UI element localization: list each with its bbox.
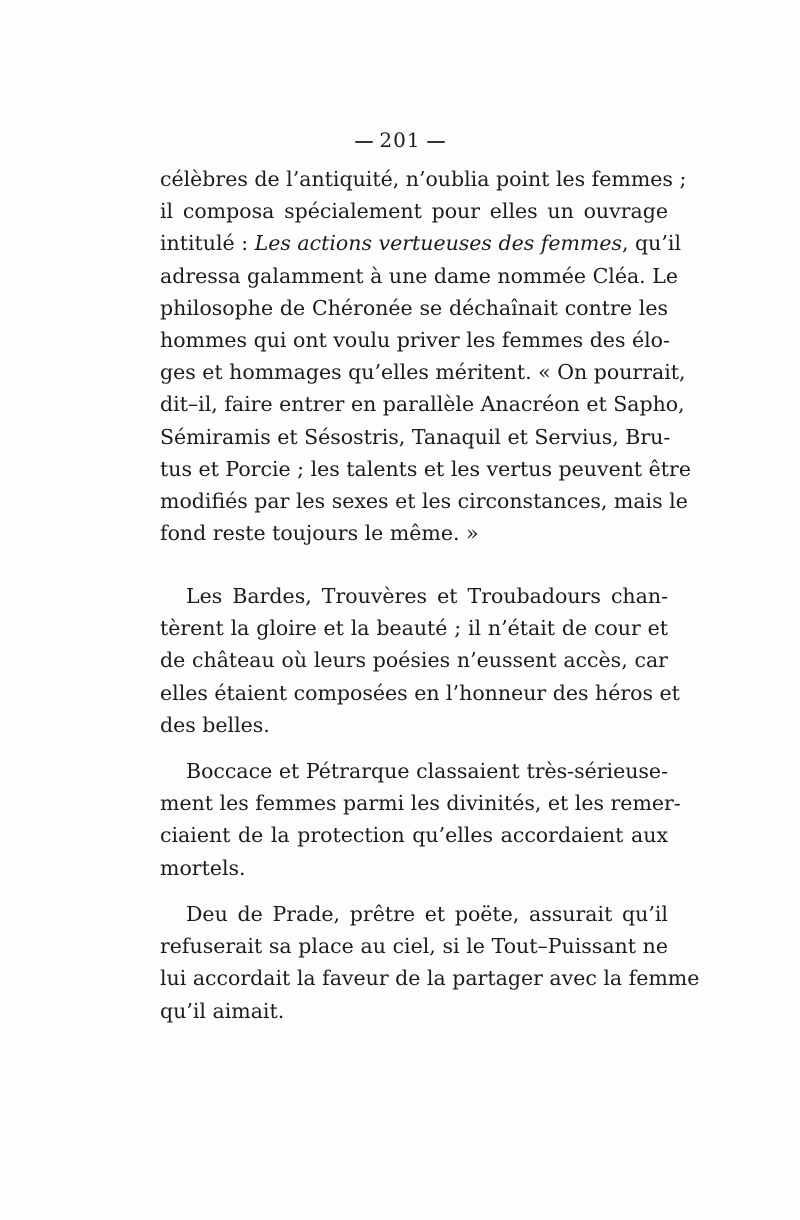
text-line: Sémiramis et Sésostris, Tanaquil et Servius, Bru- bbox=[160, 424, 671, 449]
text-line: tus et Porcie ; les talents et les vertus peuvent être bbox=[160, 456, 691, 481]
text-line: Boccace et Pétrarque classaient très-sérieuse- bbox=[186, 759, 668, 783]
paragraph-2 bbox=[160, 580, 680, 741]
text-line: mortels. bbox=[160, 855, 246, 880]
text-line: ges et hommages qu’elles méritent. « On pourrait, bbox=[160, 360, 686, 385]
paragraph-1 bbox=[160, 163, 691, 549]
text-fragment: intitulé : bbox=[160, 231, 255, 256]
text-line: dit–il, faire entrer en parallèle Anacréon et Sapho, bbox=[160, 392, 685, 417]
text-line: ment les femmes parmi les divinités, et les remer- bbox=[160, 791, 681, 816]
header-dash-left bbox=[355, 141, 373, 143]
page-header bbox=[0, 128, 800, 152]
text-line: lui accordait la faveur de la partager avec la femme bbox=[160, 966, 700, 991]
text-line: elles étaient composées en l’honneur des héros et bbox=[160, 680, 680, 705]
header-dash-right bbox=[427, 141, 445, 143]
book-title: Les actions vertueuses des femmes bbox=[254, 231, 623, 256]
text-line-with-title bbox=[160, 227, 682, 259]
text-line: tèrent la gloire et la beauté ; il n’était de cour et bbox=[160, 616, 668, 641]
text-line: qu’il aimait. bbox=[160, 998, 285, 1023]
text-line: des belles. bbox=[160, 712, 270, 737]
paragraph-3 bbox=[160, 755, 681, 884]
text-line: philosophe de Chéronée se déchaînait contre les bbox=[160, 295, 668, 320]
text-line: il composa spécialement pour elles un ouvrage bbox=[160, 199, 668, 224]
text-line: modifiés par les sexes et les circonstances, mais le bbox=[160, 489, 688, 514]
text-line: Deu de Prade, prêtre et poëte, assurait qu’il bbox=[186, 902, 668, 926]
text-line: célèbres de l’antiquité, n’oublia point les femmes ; bbox=[160, 167, 687, 191]
text-line: hommes qui ont voulu priver les femmes des élo- bbox=[160, 328, 670, 353]
text-line: refuserait sa place au ciel, si le Tout–Puissant ne bbox=[160, 934, 668, 959]
text-line: adressa galamment à une dame nommée Cléa. Le bbox=[160, 263, 678, 288]
text-line: de château où leurs poésies n’eussent accès, car bbox=[160, 648, 668, 673]
page-number: 201 bbox=[379, 128, 421, 152]
text-line: fond reste toujours le même. » bbox=[160, 521, 479, 546]
text-fragment: , qu’il bbox=[622, 231, 682, 256]
text-line: Les Bardes, Trouvères et Troubadours chan- bbox=[186, 584, 668, 608]
text-line: ciaient de la protection qu’elles accordaient aux bbox=[160, 823, 668, 848]
paragraph-4 bbox=[160, 898, 700, 1027]
